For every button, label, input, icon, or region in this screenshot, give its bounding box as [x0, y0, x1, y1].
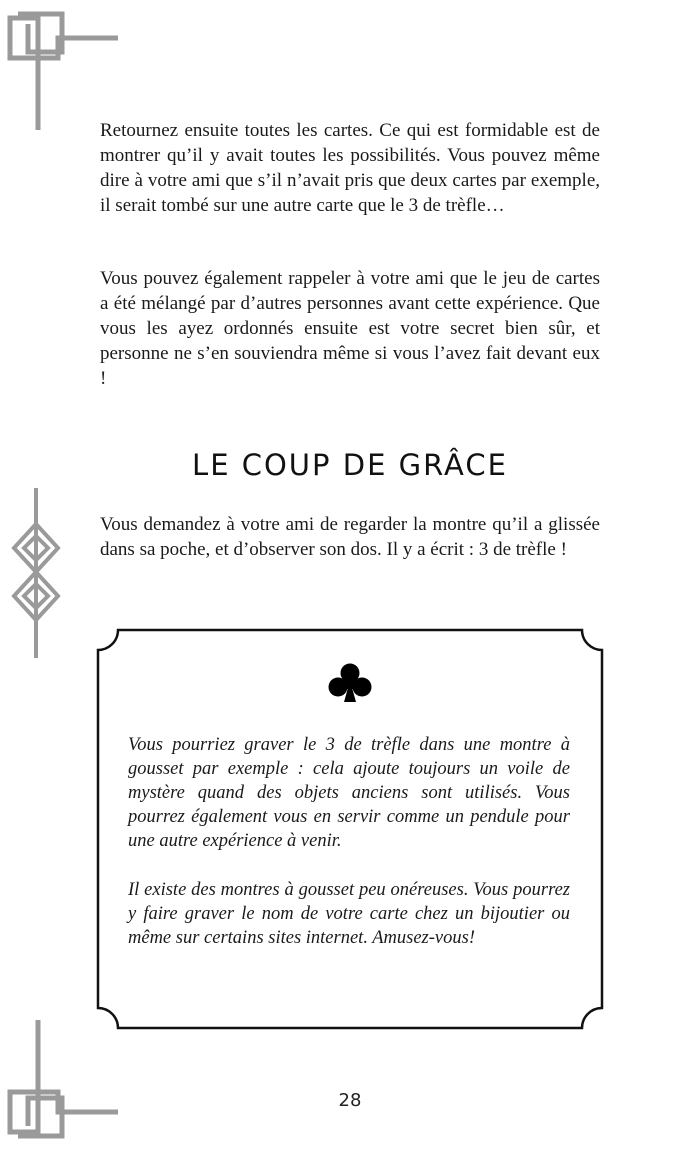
section-title: LE COUP DE GRÂCE: [192, 448, 508, 482]
corner-ornament-top-left: [0, 0, 130, 130]
corner-ornament-bottom-left: [0, 1020, 130, 1150]
club-suit-icon: [326, 662, 374, 706]
body-paragraph-1: Retournez ensuite toutes les cartes. Ce qui est formidable est de montrer qu’il y avait toutes les possibilités. Vous pouvez même dire à votre ami que s’il n’avait pris que deux cartes par exemple, il serait tombé sur une autre carte que le 3 de trèfle…: [100, 120, 600, 216]
section-body-paragraph: Vous demandez à votre ami de regarder la montre qu’il a glissée dans sa poche, et d’observer son dos. Il y a écrit : 3 de trèfle !: [100, 514, 600, 560]
body-paragraph-2: Vous pouvez également rappeler à votre ami que le jeu de cartes a été mélangé par d’autres personnes avant cette expérience. Que vous les ayez ordonnés ensuite est votre secret bien sûr, et personne ne s’en souviendra même si vous l’avez fait devant eux !: [100, 268, 600, 389]
note-paragraph-2: Il existe des montres à gousset peu onéreuses. Vous pourrez y faire graver le nom de votre carte chez un bijoutier ou même sur certains sites internet. Amusez-vous!: [128, 880, 570, 948]
diamond-ornament-left: [0, 488, 70, 658]
note-paragraph-1: Vous pourriez graver le 3 de trèfle dans une montre à gousset par exemple : cela ajoute toujours un voile de mystère quand des objets anciens sont utilisés. Vous pourrez également vous en servir comme un pendule pour une autre expérience à venir.: [128, 735, 570, 851]
page-number: 28: [338, 1090, 362, 1111]
